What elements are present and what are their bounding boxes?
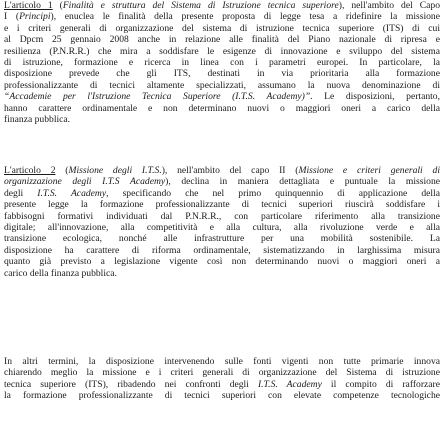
- text-line: [4, 268, 440, 279]
- text-run: ), declina in maniera dettagliata e puntuale la missione: [165, 176, 440, 188]
- text-line: [4, 256, 440, 267]
- paragraph-article-2: [4, 165, 440, 279]
- text-run: ), nell'ambito del Capo: [338, 0, 440, 11]
- text-run: al Dpcm 25 gennaio 2008 anche in relazione alle finalità del Piano nazionale di ripresa e: [4, 34, 440, 46]
- text-line: [4, 199, 440, 210]
- text-run: fabbisogni formativi individuati dal P.N.R.R., con particolare riferimento alla transizione: [4, 210, 440, 222]
- text-line: [4, 245, 440, 256]
- text-line: [4, 0, 440, 11]
- text-run: transizione ecologica, nonché alle infrastrutture per una mobilità sostenibile. La: [4, 233, 440, 245]
- text-run: quanto già previsto a legislazione vigente così non determinando nuovi o maggiori oneri a: [4, 256, 440, 268]
- text-line: [4, 34, 440, 45]
- article-heading: L'articolo 1: [4, 0, 53, 11]
- text-line: [4, 367, 440, 378]
- text-run: di istruzione, formazione e ricerca in linea con i parametri europei. In particolare, la: [4, 57, 440, 69]
- text-line: [4, 379, 440, 390]
- italic-text: Finalità e struttura del Sistema di Istruzione tecnica superiore: [62, 0, 339, 11]
- italic-text: I.T.S. Academy: [257, 378, 322, 390]
- text-run: carico della finanza pubblica.: [4, 267, 117, 279]
- text-run: . Le disposizioni, pertanto,: [310, 91, 440, 103]
- text-line: [4, 222, 440, 233]
- italic-text: Principi: [19, 11, 51, 23]
- text-run: professionalizzante di tecnici altamente specializzati, assumano la nuova denominazione di: [4, 79, 440, 91]
- text-run: il compito di rafforzare: [321, 378, 440, 390]
- text-run: (: [55, 165, 69, 176]
- text-run: , specificando che nel primo quinquennio di applicazione della: [106, 187, 440, 199]
- text-line: [4, 211, 440, 222]
- italic-text: I.T.S. Academy: [37, 187, 107, 199]
- italic-text: Missione e criteri generali di: [298, 165, 440, 176]
- italic-text: “Accademie per l'Istruzione Tecnica Superiore (I.T.S. Academy)”: [4, 91, 311, 103]
- italic-text: Missione degli I.T.S.: [68, 165, 162, 176]
- text-run: disposizione prevede che gli ITS, destinati in via prioritaria alla formazione: [4, 68, 440, 80]
- text-line: [4, 188, 440, 199]
- text-line: [4, 68, 440, 79]
- text-run: ), enuclea le finalità della presente proposta di legge tesa a ridefinire la missione: [50, 11, 440, 23]
- text-line: [4, 390, 440, 401]
- text-run: disposizione ha carattere di riforma ordinamentale, sistematizzando in larghissima misura: [4, 244, 440, 256]
- text-run: la formazione professionalizzante di tecnici superiori con elevate competenze tecnologiche: [4, 390, 440, 402]
- text-line: [4, 23, 440, 34]
- italic-text: organizzazione degli I.T.S Academy: [4, 176, 166, 188]
- text-run: presente legge la formazione professionalizzante di tecnici superiori riuscirà soddisfare i: [4, 199, 440, 211]
- text-line: [4, 103, 440, 114]
- text-run: finanza pubblica.: [4, 114, 71, 126]
- text-line: [4, 233, 440, 244]
- text-run: I (: [4, 11, 20, 23]
- text-run: In altri termini, la disposizione intervenendo sulle fonti vigenti non tutte primarie innova: [4, 356, 440, 367]
- text-run: digitale; all'innovazione, alla competitività e alla cultura, alla rivoluzione verde e alla: [4, 222, 440, 234]
- text-line: [4, 80, 440, 91]
- text-line: [4, 176, 440, 187]
- paragraph-other-terms: [4, 356, 440, 402]
- text-line: [4, 46, 440, 57]
- text-line: [4, 91, 440, 102]
- text-line: [4, 165, 440, 176]
- text-line: [4, 356, 440, 367]
- text-run: e i criteri generali di organizzazione del sistema di istruzione tecnica superiore (ITS) di cui: [4, 22, 440, 34]
- text-run: chiarendo meglio la missione e i criteri generali di organizzazione del Sistema di istruzione: [4, 367, 440, 379]
- text-run: (: [52, 0, 63, 11]
- text-run: tecnica superiore (ITS), ribadendo nei confronti degli: [4, 378, 258, 390]
- text-line: [4, 57, 440, 68]
- text-line: [4, 11, 440, 22]
- text-line: [4, 114, 440, 125]
- text-run: hanno carattere ordinamentale e non determinano nuovi o maggiori oneri a carico della: [4, 102, 440, 114]
- text-run: resilienza (P.N.R.R.) che mira a soddisfare le esigenze di innovazione e sviluppo del sistema: [4, 45, 440, 57]
- text-run: ), nell'ambito del capo II (: [161, 165, 299, 176]
- text-run: degli: [4, 187, 38, 199]
- article-heading: L'articolo 2: [4, 165, 56, 176]
- paragraph-article-1: [4, 0, 440, 125]
